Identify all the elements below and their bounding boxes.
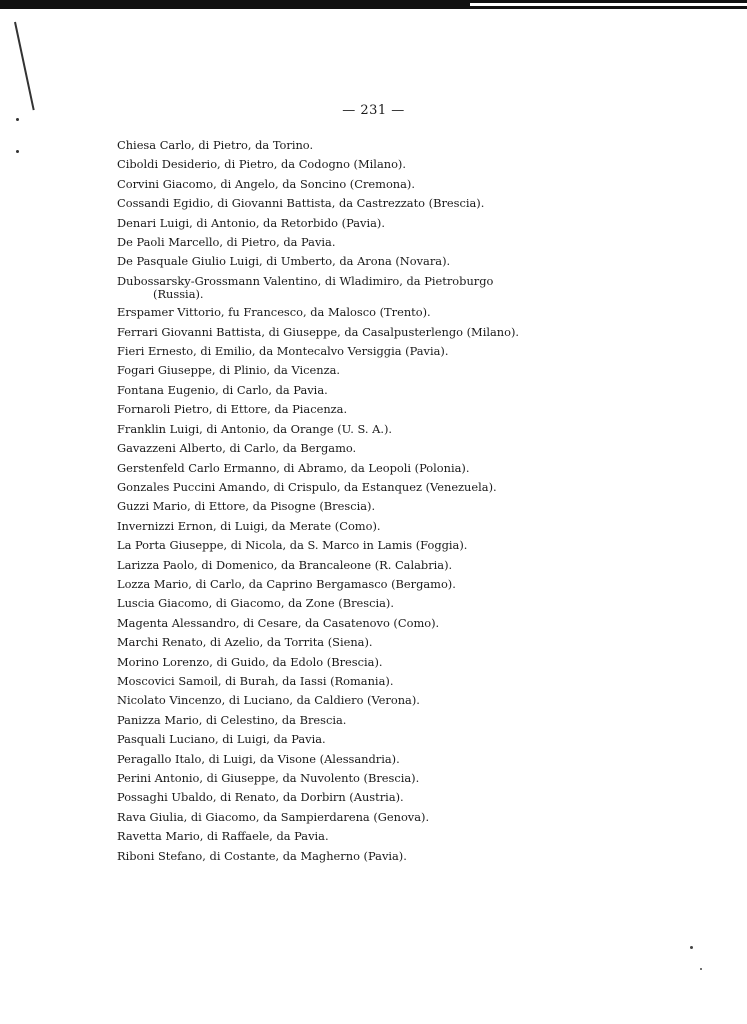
scan-speck <box>700 968 702 970</box>
list-item: Fornaroli Pietro, di Ettore, da Piacenza. <box>117 402 348 417</box>
list-item: Nicolato Vincenzo, di Luciano, da Caldiero (Verona). <box>117 693 420 708</box>
list-item: Chiesa Carlo, di Pietro, da Torino. <box>117 138 314 152</box>
scan-top-edge-gap <box>470 3 747 6</box>
list-item: Rava Giulia, di Giacomo, da Sampierdarena (Genova). <box>117 809 430 824</box>
list-item: Marchi Renato, di Azelio, da Torrita (Siena). <box>117 635 373 650</box>
page-number: — 231 — <box>342 103 405 118</box>
list-item: Fontana Eugenio, di Carlo, da Pavia. <box>117 382 328 397</box>
scan-speck <box>690 946 693 949</box>
list-item: Peragallo Italo, di Luigi, da Visone (Alessandria). <box>117 751 400 766</box>
list-item: Ferrari Giovanni Battista, di Giuseppe, da Casalpusterlengo (Milano). <box>117 324 520 339</box>
list-item: Moscovici Samoil, di Burah, da Iassi (Romania). <box>117 673 394 688</box>
list-item: De Paoli Marcello, di Pietro, da Pavia. <box>117 235 336 250</box>
list-item: Gonzales Puccini Amando, di Crispulo, da Estanquez (Venezuela). <box>117 479 497 494</box>
list-item: Perini Antonio, di Giuseppe, da Nuvolento (Brescia). <box>117 771 420 785</box>
list-item: Corvini Giacomo, di Angelo, da Soncino (Cremona). <box>117 176 415 191</box>
list-item: Fogari Giuseppe, di Plinio, da Vicenza. <box>117 363 340 378</box>
list-item: Possaghi Ubaldo, di Renato, da Dorbirn (Austria). <box>117 790 404 805</box>
list-item: Riboni Stefano, di Costante, da Magherno (Pavia). <box>117 848 407 863</box>
list-item: De Pasquale Giulio Luigi, di Umberto, da Arona (Novara). <box>117 254 451 269</box>
list-item: Fieri Ernesto, di Emilio, da Montecalvo Versiggia (Pavia). <box>117 344 449 359</box>
list-item: Pasquali Luciano, di Luigi, da Pavia. <box>117 732 326 747</box>
scan-margin-mark <box>14 22 35 110</box>
list-item: Denari Luigi, di Antonio, da Retorbido (Pavia). <box>117 215 385 230</box>
list-item: Ravetta Mario, di Raffaele, da Pavia. <box>117 829 329 844</box>
list-item: Ciboldi Desiderio, di Pietro, da Codogno (Milano). <box>117 157 406 172</box>
list-item: Lozza Mario, di Carlo, da Caprino Bergamasco (Bergamo). <box>117 576 456 591</box>
name-list <box>117 136 557 866</box>
list-item: Panizza Mario, di Celestino, da Brescia. <box>117 712 347 727</box>
list-item: Gavazzeni Alberto, di Carlo, da Bergamo. <box>117 441 357 456</box>
list-item: Erspamer Vittorio, fu Francesco, da Malosco (Trento). <box>117 305 431 320</box>
list-item: Larizza Paolo, di Domenico, da Brancaleone (R. Calabria). <box>117 557 453 572</box>
list-item: Invernizzi Ernon, di Luigi, da Merate (Como). <box>117 518 381 533</box>
list-item: Franklin Luigi, di Antonio, da Orange (U. S. A.). <box>117 421 393 436</box>
list-item: Magenta Alessandro, di Cesare, da Casatenovo (Como). <box>117 615 440 630</box>
list-item: Dubossarsky-Grossmann Valentino, di Wladimiro, da Pietroburgo <box>117 273 494 288</box>
list-item: Cossandi Egidio, di Giovanni Battista, da Castrezzato (Brescia). <box>117 196 485 211</box>
list-item: Gerstenfeld Carlo Ermanno, di Abramo, da Leopoli (Polonia). <box>117 460 470 475</box>
list-item-continuation: (Russia). <box>153 287 204 302</box>
list-item: Guzzi Mario, di Ettore, da Pisogne (Brescia). <box>117 499 376 514</box>
scan-speck <box>16 118 19 121</box>
scan-speck <box>16 150 19 153</box>
list-item: La Porta Giuseppe, di Nicola, da S. Marco in Lamis (Foggia). <box>117 538 468 553</box>
list-item: Luscia Giacomo, di Giacomo, da Zone (Brescia). <box>117 596 394 611</box>
list-item: Morino Lorenzo, di Guido, da Edolo (Brescia). <box>117 654 383 669</box>
